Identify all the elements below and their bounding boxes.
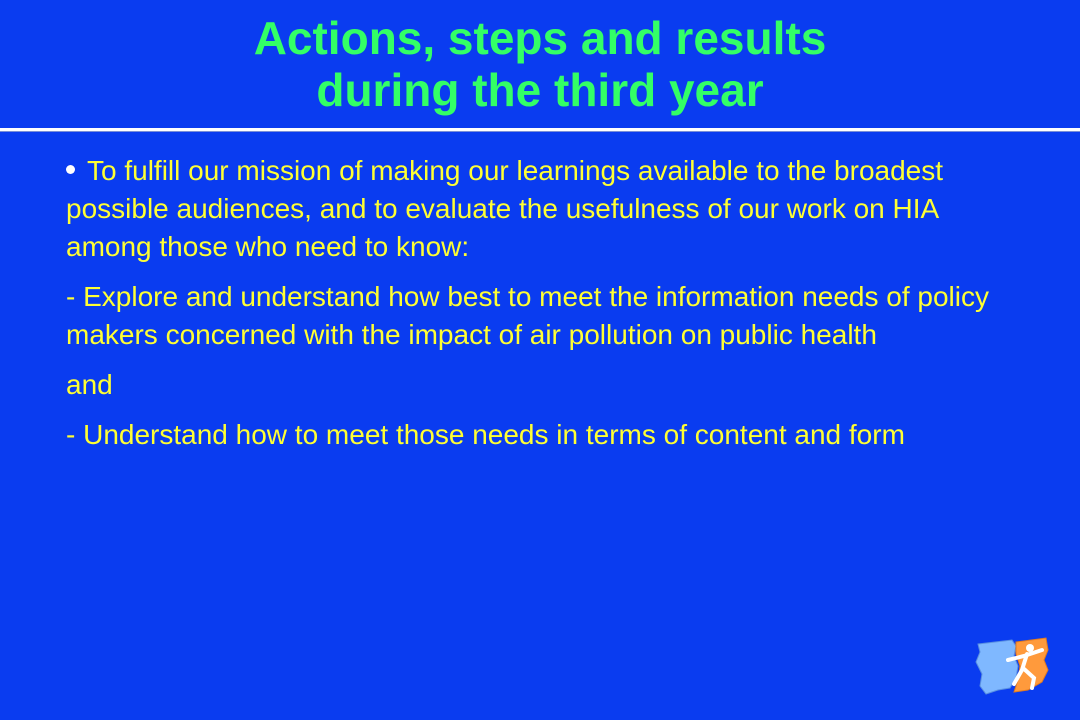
- bullet-paragraph: [66, 152, 1016, 266]
- paragraph-4: - Understand how to meet those needs in terms of content and form: [66, 419, 905, 450]
- map-figure-logo-icon: [972, 636, 1052, 696]
- title-divider: [0, 128, 1080, 131]
- paragraph-2: - Explore and understand how best to meet the information needs of policy makers concerned with the impact of air pollution on public health: [66, 281, 989, 350]
- title-line-2: during the third year: [316, 64, 764, 116]
- round-bullet-icon: [66, 165, 75, 174]
- slide-body: [66, 152, 1016, 466]
- title-line-1: Actions, steps and results: [253, 12, 827, 64]
- paragraph-3: and: [66, 369, 113, 400]
- paragraph-1-text: To fulfill our mission of making our learnings available to the broadest possible audiences, and to evaluate the usefulness of our work on HIA among those who need to know:: [66, 155, 944, 262]
- slide-title: [0, 12, 1080, 116]
